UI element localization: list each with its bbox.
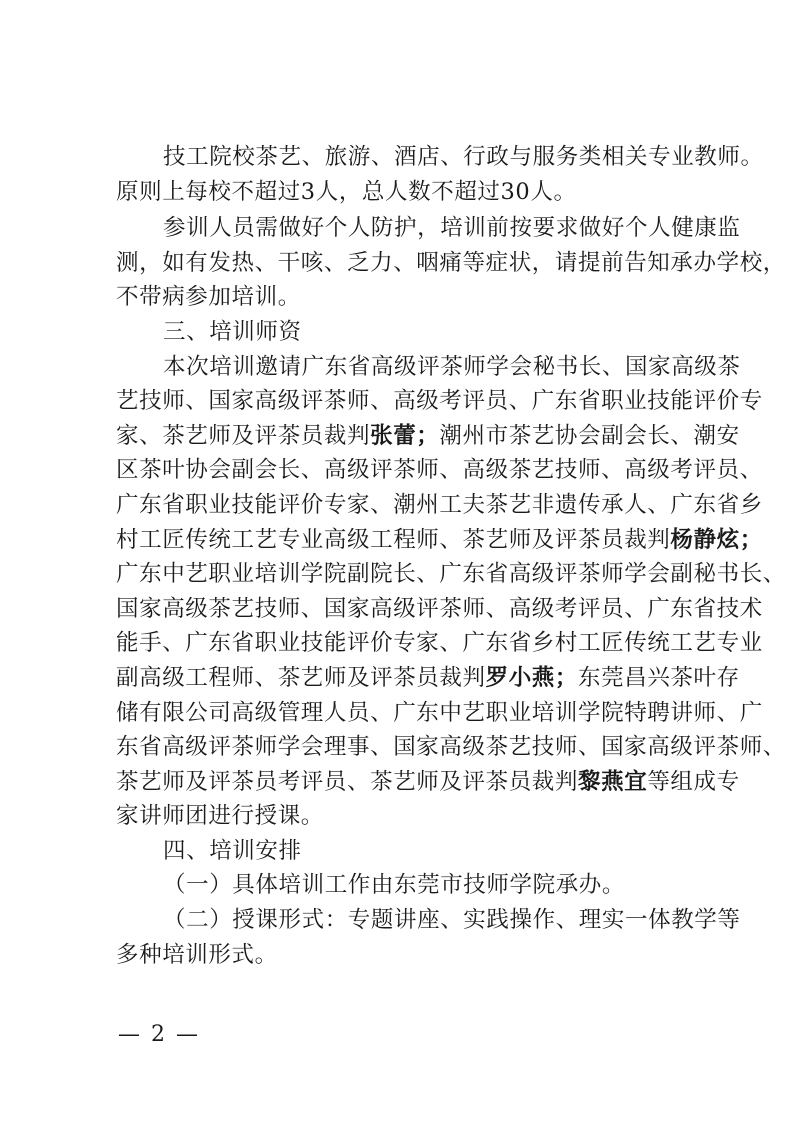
text-span: 等组成专 <box>647 768 740 795</box>
paragraph-line: 测，如有发热、干咳、乏力、咽痛等症状，请提前告知承办学校， <box>116 249 786 276</box>
paragraph-line: 广东中艺职业培训学院副院长、广东省高级评茶师学会副秘书长、 <box>116 561 786 588</box>
page-number: — 2 — <box>118 1022 200 1047</box>
section-heading-teachers: 三、培训师资 <box>163 318 302 345</box>
text-span: 副高级工程师、茶艺师及评茶员裁判 <box>116 664 486 691</box>
paragraph-line: 储有限公司高级管理人员、广东中艺职业培训学院特聘讲师、广 <box>116 699 763 726</box>
text-span: 家、茶艺师及评茶员裁判 <box>116 422 371 449</box>
paragraph-line: 家讲师团进行授课。 <box>116 803 324 830</box>
paragraph-line <box>116 419 740 454</box>
paragraph-line <box>116 523 763 558</box>
text-span: 潮州市茶艺协会副会长、潮安 <box>439 422 740 449</box>
paragraph-line: 广东省职业技能评价专家、潮州工夫茶艺非遗传承人、广东省乡 <box>116 491 763 518</box>
text-span: 东莞昌兴茶叶存 <box>578 664 740 691</box>
paragraph-line: 东省高级评茶师学会理事、国家高级茶艺技师、国家高级评茶师、 <box>116 734 786 761</box>
paragraph-line: 多种培训形式。 <box>116 941 278 968</box>
paragraph-line <box>116 765 740 800</box>
paragraph-line: 本次培训邀请广东省高级评茶师学会秘书长、国家高级茶 <box>163 353 741 380</box>
paragraph-line: 不带病参加培训。 <box>116 284 301 311</box>
paragraph-line <box>116 661 740 696</box>
text-span: 村工匠传统工艺专业高级工程师、茶艺师及评茶员裁判 <box>116 526 671 553</box>
document-body <box>116 140 786 972</box>
paragraph-line: 参训人员需做好个人防护，培训前按要求做好个人健康监 <box>163 215 741 242</box>
text-span: 茶艺师及评茶员考评员、茶艺师及评茶员裁判 <box>116 768 579 795</box>
paragraph-line: 艺技师、国家高级评茶师、高级考评员、广东省职业技能评价专 <box>116 388 763 415</box>
paragraph-line: 区茶叶协会副会长、高级评茶师、高级茶艺技师、高级考评员、 <box>116 457 763 484</box>
paragraph-line: （二）授课形式：专题讲座、实践操作、理实一体教学等 <box>163 907 741 934</box>
instructor-name: 罗小燕； <box>485 664 579 691</box>
section-heading-arrangement: 四、培训安排 <box>163 837 302 864</box>
paragraph-line: 国家高级茶艺技师、国家高级评茶师、高级考评员、广东省技术 <box>116 595 763 622</box>
instructor-name: 张蕾； <box>370 422 440 449</box>
instructor-name: 杨静炫； <box>670 526 763 553</box>
paragraph-line: 原则上每校不超过3人，总人数不超过30人。 <box>116 178 577 205</box>
instructor-name: 黎燕宜 <box>578 768 648 795</box>
paragraph-line: 技工院校茶艺、旅游、酒店、行政与服务类相关专业教师。 <box>163 144 764 170</box>
paragraph-line: （一）具体培训工作由东莞市技师学院承办。 <box>163 872 626 899</box>
paragraph-line: 能手、广东省职业技能评价专家、广东省乡村工匠传统工艺专业 <box>116 630 763 657</box>
